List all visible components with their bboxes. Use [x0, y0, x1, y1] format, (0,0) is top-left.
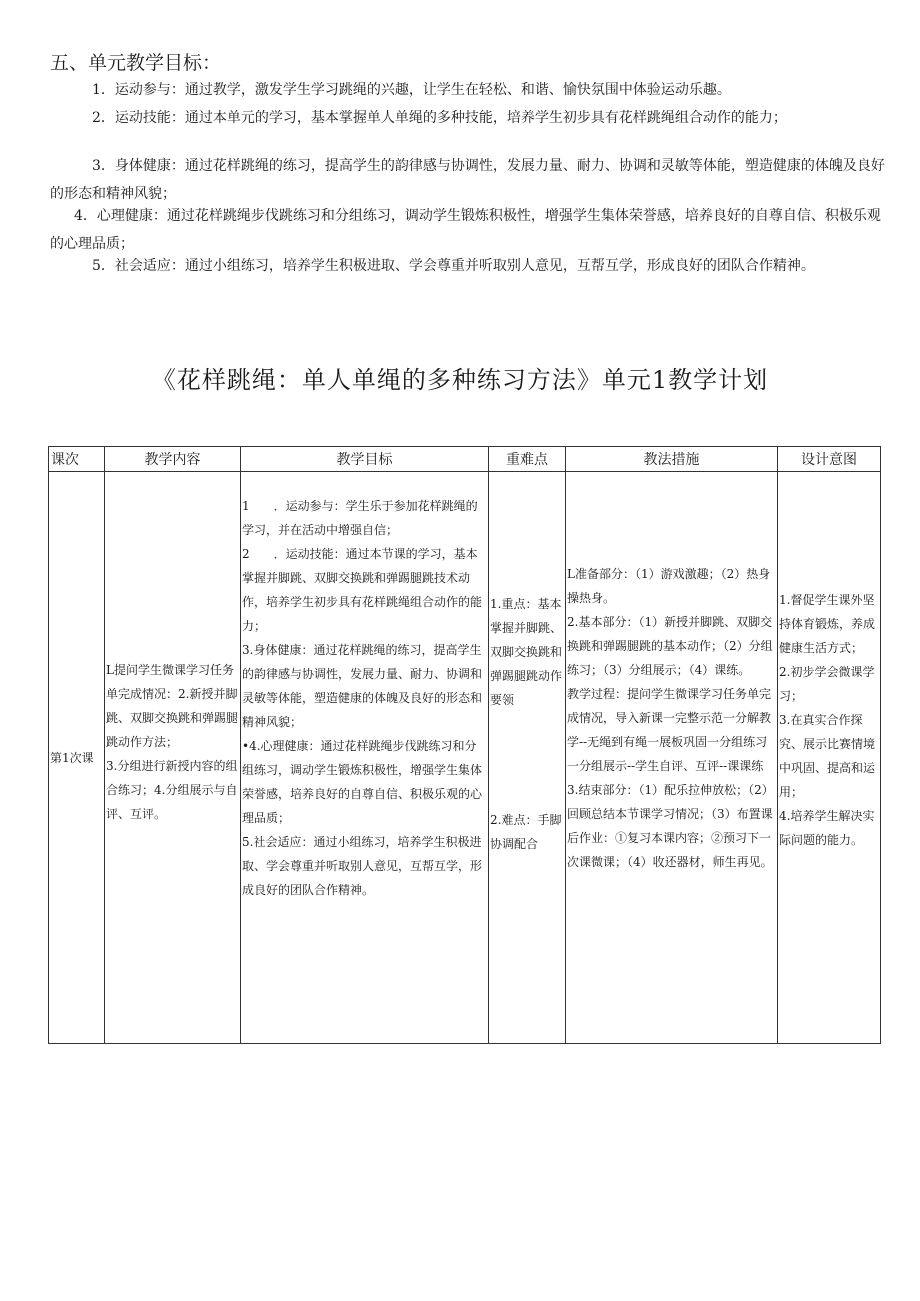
- teaching-plan-table: [48, 446, 881, 1044]
- cell-lesson: 第1次课: [50, 750, 94, 765]
- objective-4: 4．心理健康：通过花样跳绳步伐跳练习和分组练习，调动学生锻炼积极性，增强学生集体荣誉感，培养良好的自尊自信、积极乐观的心理品质；: [50, 208, 881, 252]
- objective-5: 5．社会适应：通过小组练习，培养学生积极进取、学会尊重并听取别人意见，互帮互学，形成良好的团队合作精神。: [92, 258, 815, 274]
- cell-methods: L准备部分：（1）游戏激趣；（2）热身操热身。 2.基本部分：（1）新授并脚跳、双脚交换跳和弹踢腿跳的基本动作；（2）分组练习；（3）分组展示；（4）课练。 教学过程：提问学生微课学习任务单完成情况，导入新课一完整示范一分解教学--无绳到有绳一展板巩固一分组练习一分组展示--学生自评、互评--课课练 3.结束部分：（1）配乐拉伸放松；（2）回顾总结本节课学习情况；（3）布置课后作业：①复习本课内容；②预习下一次课微课；（4）收还器材，师生再见。: [567, 567, 774, 869]
- header-methods: 教法措施: [566, 447, 778, 472]
- header-intent: 设计意图: [778, 447, 881, 472]
- table-row: [49, 472, 881, 1044]
- table-header-row: [49, 447, 881, 472]
- objective-3: 3．身体健康：通过花样跳绳的练习，提高学生的韵律感与协调性，发展力量、耐力、协调和灵敏等体能，塑造健康的体魄及良好的形态和精神风貌；: [50, 158, 885, 202]
- header-objectives: 教学目标: [241, 447, 489, 472]
- cell-intent: 1.督促学生课外坚持体育锻炼，养成健康生活方式； 2.初步学会微课学习； 3.在真实合作探究、展示比赛情境中巩固、提高和运用； 4.培养学生解决实际问题的能力。: [779, 593, 876, 847]
- objective-2: 2．运动技能：通过本单元的学习，基本掌握单人单绳的多种技能，培养学生初步具有花样跳绳组合动作的能力；: [92, 110, 787, 126]
- plan-title: 《花样跳绳：单人单绳的多种练习方法》单元1教学计划: [151, 366, 769, 394]
- cell-content: L提问学生微课学习任务单完成情况：2.新授并脚跳、双脚交换跳和弹踢腿跳动作方法； 3.分组进行新授内容的组合练习；4.分组展示与自评、互评。: [106, 663, 239, 821]
- cell-key-points: 1.重点：基本掌握并脚跳、双脚交换跳和弹踢腿跳动作 要领 2.难点：手脚协调配合: [490, 597, 563, 851]
- objective-1: 1．运动参与：通过教学，激发学生学习跳绳的兴趣，让学生在轻松、和谐、愉快氛围中体验运动乐趣。: [92, 82, 731, 98]
- section-heading: 五、单元教学目标：: [50, 52, 222, 74]
- header-lesson: 课次: [49, 447, 105, 472]
- header-content: 教学内容: [105, 447, 241, 472]
- header-key-points: 重难点: [489, 447, 566, 472]
- cell-objectives: 1 ．运动参与：学生乐于参加花样跳绳的学习，并在活动中增强自信； 2 ．运动技能：通过本节课的学习，基本 掌握并脚跳、双脚交换跳和弹踢腿跳技术动作，培养学生初步具有花样跳绳组合动作的能力； 3.身体健康：通过花样跳绳的练习，提高学生的韵律感与协调性，发展力量、耐力、协调和灵敏等体能，塑造健康的体魄及良好的形态和精神风貌； •4.心理健康：通过花样跳绳步伐跳练习和分组练习，调动学生锻炼积极性，增强学生集体荣誉感，培养良好的自尊自信、积极乐观的心理品质； 5.社会适应：通过小组练习，培养学生积极进取、学会尊重并听取别人意见，互帮互学，形成良好的团队合作精神。: [242, 499, 483, 897]
